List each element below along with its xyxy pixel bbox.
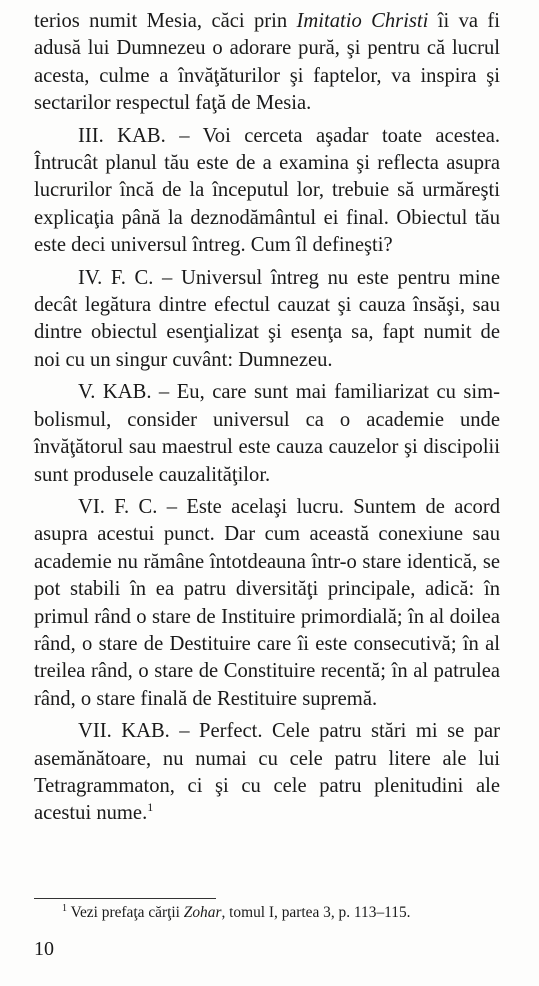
page-number: 10 bbox=[34, 938, 54, 960]
footnote-text: Vezi prefaţa cărţii bbox=[67, 904, 184, 921]
text-segment: V. KAB. – Eu, care sunt mai familiarizat cu simbolismul, consider universul ca o academie unde învăţătorul sau maestrul este cauza cauzelor şi discipolii sunt produsele cauzalităţilor. bbox=[34, 381, 500, 486]
paragraph-iii-kab bbox=[34, 123, 500, 260]
footnote-marker: 1 bbox=[62, 903, 67, 914]
paragraph-iv-fc bbox=[34, 265, 500, 375]
paragraph-continuation bbox=[34, 8, 500, 118]
footnote-text: , tomul I, partea 3, p. 113–115. bbox=[221, 904, 411, 921]
text-segment: III. KAB. – Voi cerceta aşadar toate acestea. Întrucât planul tău este de a examina şi reflecta asupra lucrurilor încă de la începutul lor, trebuie să urmăreşti explicaţia până la deznodământul ei final. Obiectul tău este deci universul întreg. Cum îl defineşti? bbox=[34, 124, 500, 257]
text-segment: IV. F. C. – Universul întreg nu este pentru mine decât legătura dintre efectul cauzat şi cauza însăşi, sau dintre obiectul esenţializat şi esenţa sa, fapt numit de noi cu un singur cuvânt: Dumnezeu. bbox=[34, 266, 500, 371]
footnote-reference[interactable]: 1 bbox=[147, 800, 154, 815]
text-segment: VI. F. C. – Este acelaşi lucru. Suntem de acord asupra acestui punct. Dar cum această conexiune sau academie nu rămâne întotdeauna într-o stare identică, se pot stabili în ea patru diversităţi principale, adică: în primul rând o stare de Instituire primordială; în al doilea rând, o stare de Destituire care îi este consecutivă; în al treilea rând, o stare de Constituire recentă; în al patrulea rând, o stare finală de Restituire supremă. bbox=[34, 495, 500, 710]
paragraph-vi-fc bbox=[34, 494, 500, 713]
italic-title: Imitatio Christi bbox=[296, 10, 429, 32]
text-segment: îi va fi adusă lui Dumnezeu o adorare pură, şi pentru că lucrul acesta, culme a învăţăturilor şi faptelor, va inspira şi sectarilor respectul faţă de Mesia. bbox=[34, 10, 500, 115]
footnote-divider bbox=[34, 898, 216, 899]
paragraph-v-kab bbox=[34, 379, 500, 489]
footnote bbox=[62, 902, 502, 924]
text-segment: VII. KAB. – Perfect. Cele patru stări mi se par asemănătoare, nu numai cu cele patru litere ale lui Tetragrammaton, ci şi cu cele patru plenitudini ale acestui nume. bbox=[34, 720, 500, 825]
text-segment: terios numit Mesia, căci prin bbox=[34, 10, 297, 32]
paragraph-vii-kab bbox=[34, 718, 500, 828]
footnote-book-title: Zohar bbox=[183, 904, 222, 921]
page-body bbox=[34, 8, 500, 828]
